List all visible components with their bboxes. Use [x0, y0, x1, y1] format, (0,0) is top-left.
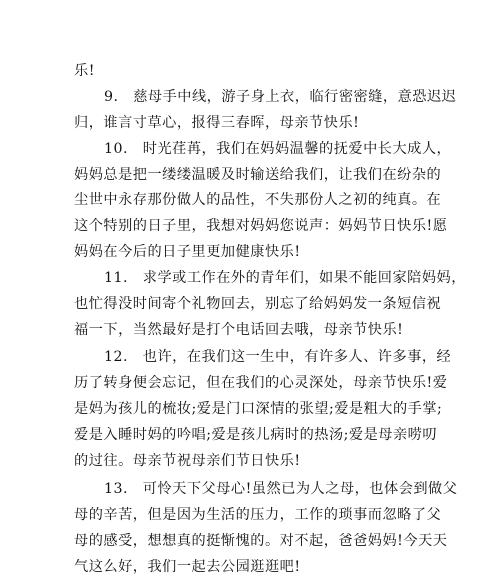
text-line: 是妈为孩儿的梳妆;爱是门口深情的张望;爱是粗大的手掌; [74, 401, 443, 417]
text-line: 尘世中永存那份做人的品性，不失那份人之初的纯真。在 [74, 192, 442, 208]
text-line: 妈妈在今后的日子里更加健康快乐! [74, 244, 301, 260]
text-line: 也忙得没时间寄个礼物回去，别忘了给妈妈发一条短信祝 [74, 296, 442, 312]
list-item-11-first-line: 11. 求学或工作在外的青年们，如果不能回家陪妈妈， [104, 270, 466, 286]
text-line: 乐! [74, 63, 95, 79]
text-line: 妈妈总是把一缕缕温暖及时输送给我们，让我们在纷杂的 [74, 167, 442, 183]
text-line: 母的感受，想想真的挺惭愧的。对不起，爸爸妈妈!今天天 [74, 533, 448, 549]
list-item-10-first-line: 10. 时光荏苒，我们在妈妈温馨的抚爱中长大成人， [104, 141, 452, 157]
text-line: 这个特别的日子里，我想对妈妈您说声：妈妈节日快乐!愿 [74, 218, 448, 234]
text-line: 的过往。母亲节祝母亲们节日快乐! [74, 453, 301, 469]
text-line: 归，谁言寸草心，报得三春晖，母亲节快乐! [74, 115, 360, 131]
text-line: 福一下，当然最好是打个电话回去哦，母亲节快乐! [74, 322, 404, 338]
list-item-12-first-line: 12. 也许，在我们这一生中，有许多人、许多事，经 [104, 349, 452, 365]
list-item-13-first-line: 13. 可怜天下父母心!虽然已为人之母，也体会到做父 [104, 481, 458, 497]
text-line: 气这么好，我们一起去公园逛逛吧! [74, 559, 301, 575]
list-item-9-first-line: 9. 慈母手中线，游子身上衣，临行密密缝，意恐迟迟 [104, 89, 457, 105]
text-line: 历了转身便会忘记，但在我们的心灵深处，母亲节快乐!爱 [74, 375, 448, 391]
text-line: 母的辛苦，但是因为生活的压力，工作的琐事而忽略了父 [74, 507, 442, 523]
text-line: 爱是入睡时妈的吟唱;爱是孩儿病时的热汤;爱是母亲唠叨 [74, 427, 438, 443]
